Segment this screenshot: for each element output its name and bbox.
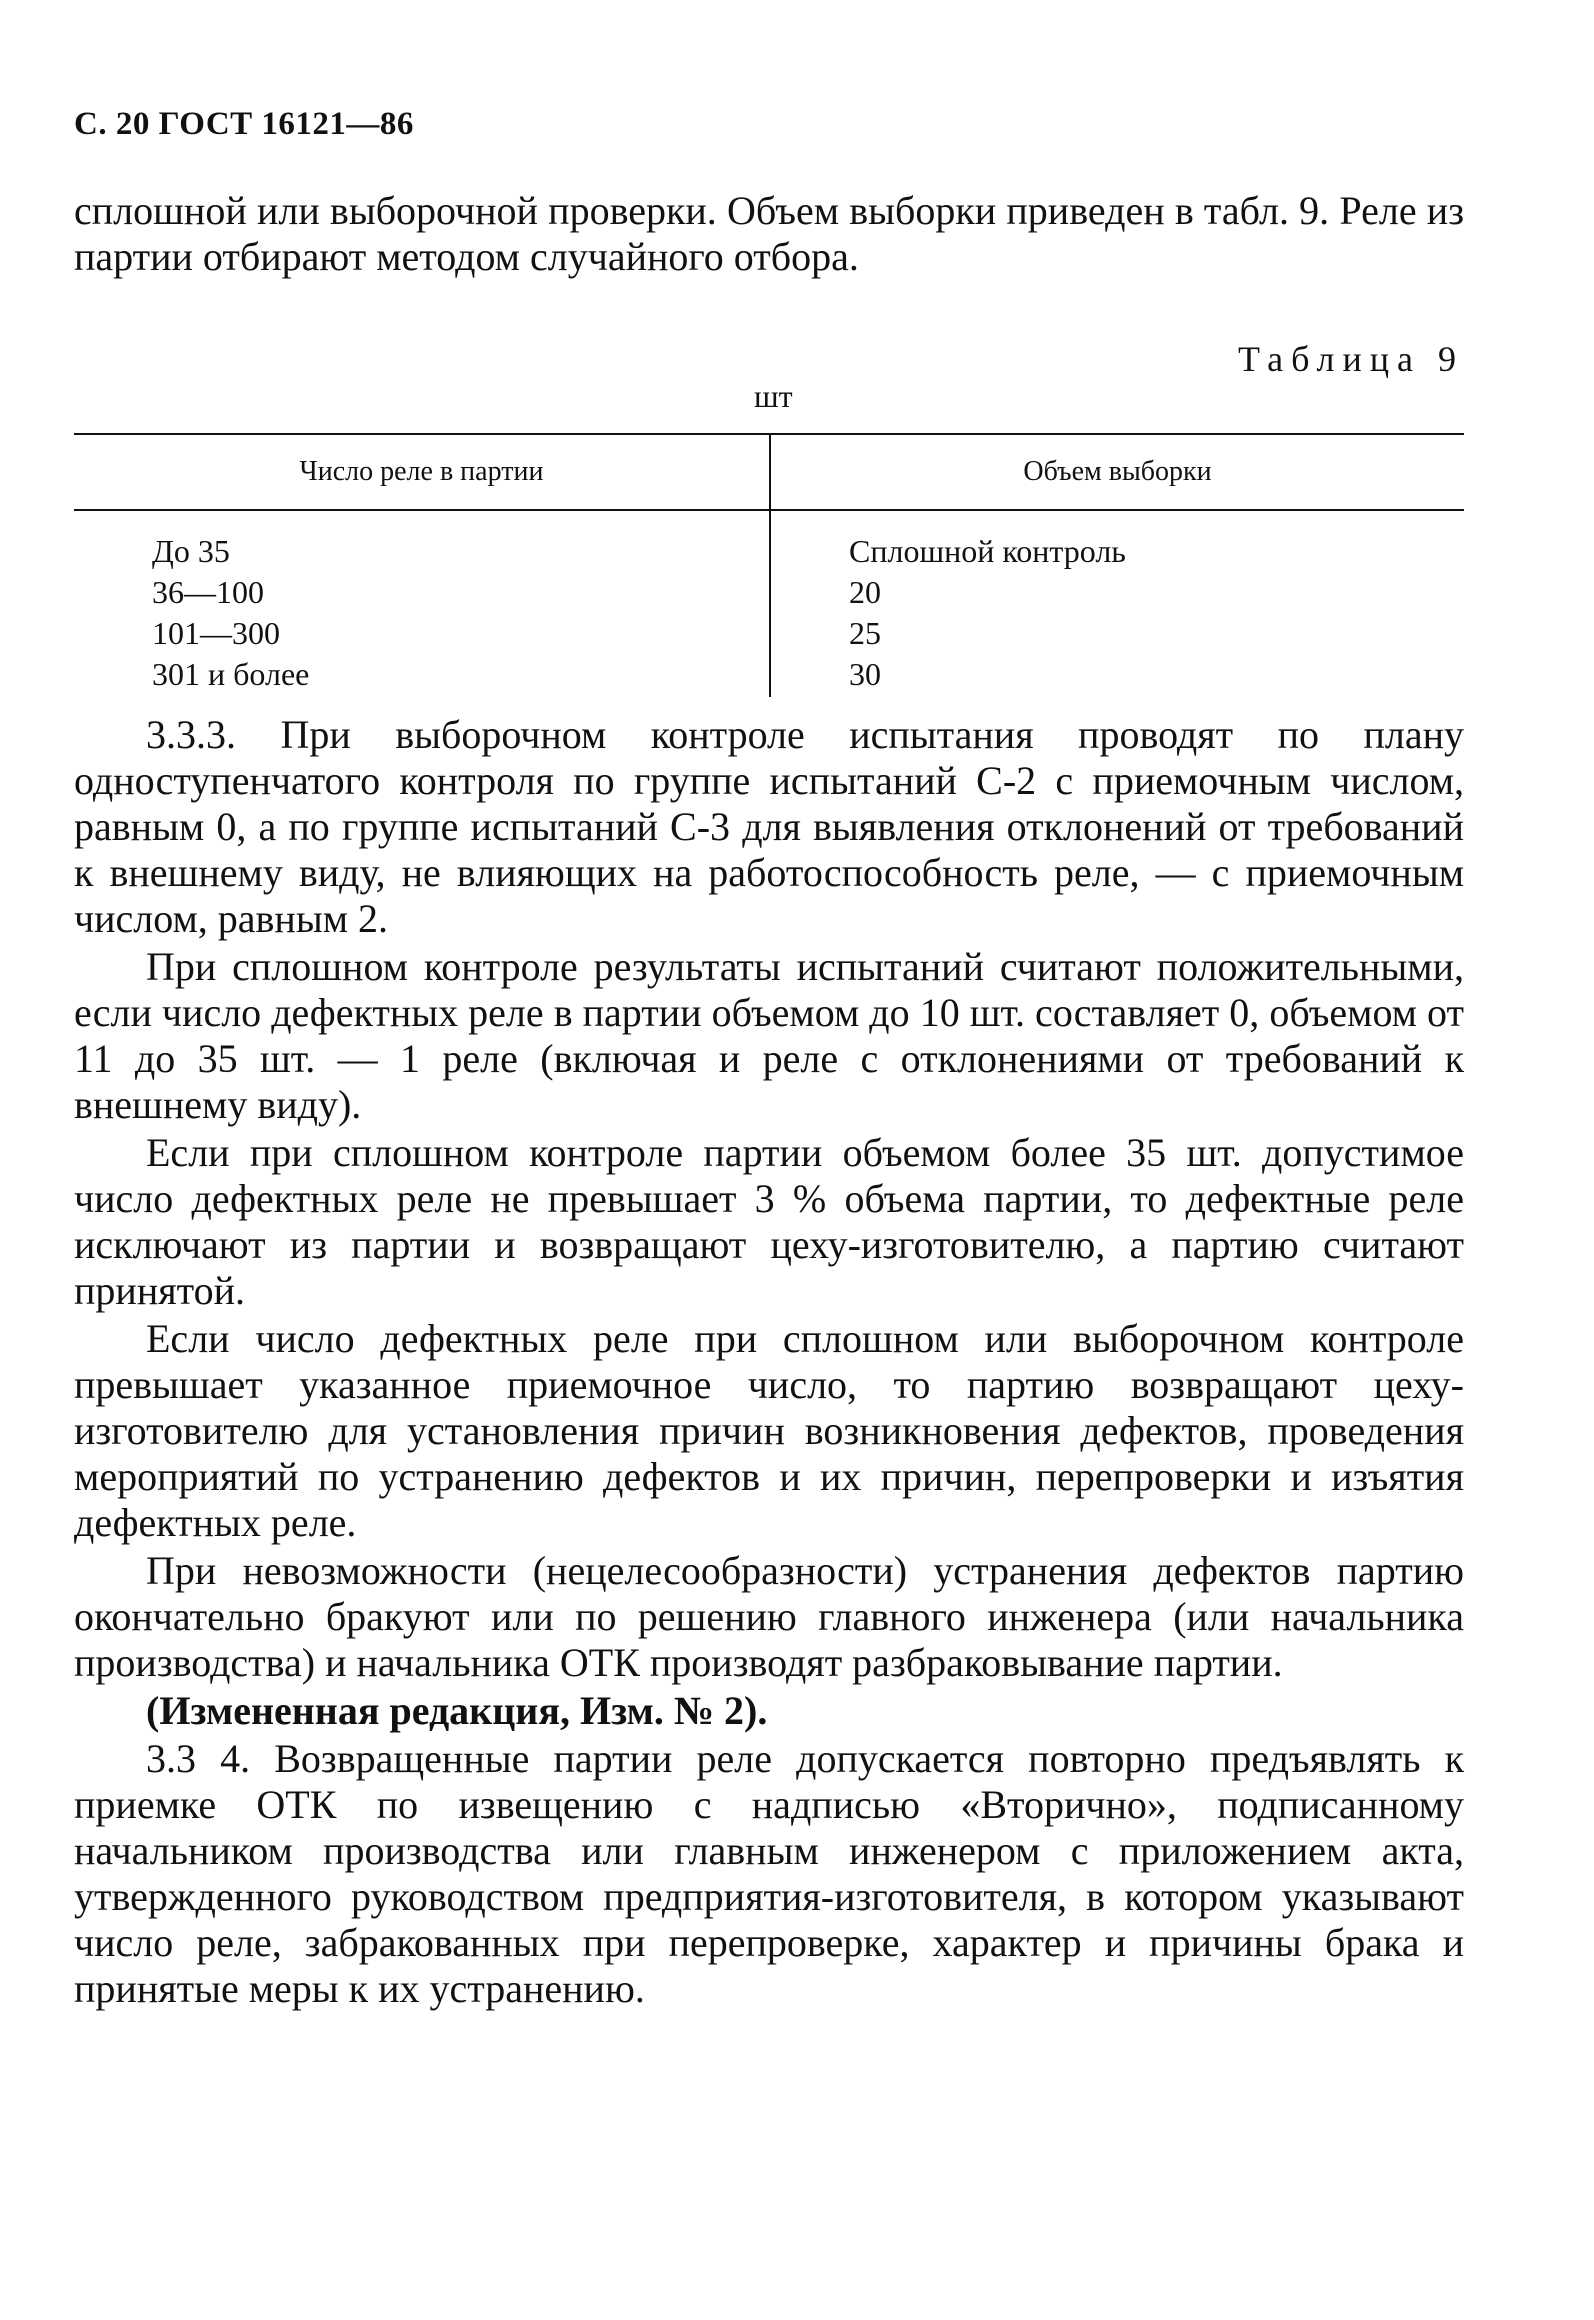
table-cell-lot-size: 301 и более [74, 656, 770, 697]
paragraph-rejection: При невозможности (нецелесообразности) устранения дефектов партию окончательно бракуют или по решению главного инженера (или начальника производства) и начальника ОТК производят разбраковывание партии. [74, 1548, 1464, 1685]
table-cell-lot-size: 36—100 [74, 574, 770, 615]
table-cell-sample-size: 20 [849, 574, 881, 610]
table-cell-sample-size: 25 [849, 615, 881, 651]
table-cell-sample-size: 30 [849, 656, 881, 692]
table-row [74, 656, 1464, 697]
table-row [74, 615, 1464, 656]
table-header-sample-size: Объем выборки [770, 434, 1464, 510]
paragraph-exceeds-acceptance: Если число дефектных реле при сплошном или выборочном контроле превышает указанное приемочное число, то партию возвращают цеху-изготовителю для установления причин возникновения дефектов, проведения мероприятий по устранению дефектов и их причин, перепроверки и изъятия дефектных реле. [74, 1316, 1464, 1545]
page-header: С. 20 ГОСТ 16121—86 [74, 106, 414, 142]
table-row [74, 574, 1464, 615]
paragraph-continuous-control: При сплошном контроле результаты испытаний считают положительными, если число дефектных реле в партии объемом до 10 шт. составляет 0, объемом от 11 до 35 шт. — 1 реле (включая и реле с отклонениями от требований к внешнему виду). [74, 944, 1464, 1127]
intro-paragraph: сплошной или выборочной проверки. Объем выборки приведен в табл. 9. Реле из партии отбирают методом случайного отбора. [74, 188, 1464, 279]
table-caption: Таблица 9 [1238, 339, 1464, 379]
body-text [74, 712, 1464, 2014]
table-row [74, 510, 1464, 574]
table-cell-lot-size: 101—300 [74, 615, 770, 656]
table-header-lot-size: Число реле в партии [74, 434, 770, 510]
amendment-note: (Измененная редакция, Изм. № 2). [146, 1688, 768, 1733]
table-cell-sample-size: Сплошной контроль [849, 533, 1126, 569]
sample-size-table [74, 433, 1464, 697]
table-cell-lot-size: До 35 [74, 510, 770, 574]
table-header-row [74, 434, 1464, 510]
table-unit: шт [754, 378, 793, 414]
paragraph-lot-over-35: Если при сплошном контроле партии объемом более 35 шт. допустимое число дефектных реле не превышает 3 % объема партии, то дефектные реле исключают из партии и возвращают цеху-изготовителю, а партию считают принятой. [74, 1130, 1464, 1313]
paragraph-3-3-3: 3.3.3. При выборочном контроле испытания проводят по плану одноступенчатого контроля по группе испытаний С-2 с приемочным числом, равным 0, а по группе испытаний С-3 для выявления отклонений от требований к внешнему виду, не влияющих на работоспособность реле, — с приемочным числом, равным 2. [74, 712, 1464, 941]
paragraph-3-3-4: 3.3 4. Возвращенные партии реле допускается повторно предъявлять к приемке ОТК по извещению с надписью «Вторично», подписанному начальником производства или главным инженером с приложением акта, утвержденного руководством предприятия-изготовителя, в котором указывают число реле, забракованных при перепроверке, характер и причины брака и принятые меры к их устранению. [74, 1736, 1464, 2011]
